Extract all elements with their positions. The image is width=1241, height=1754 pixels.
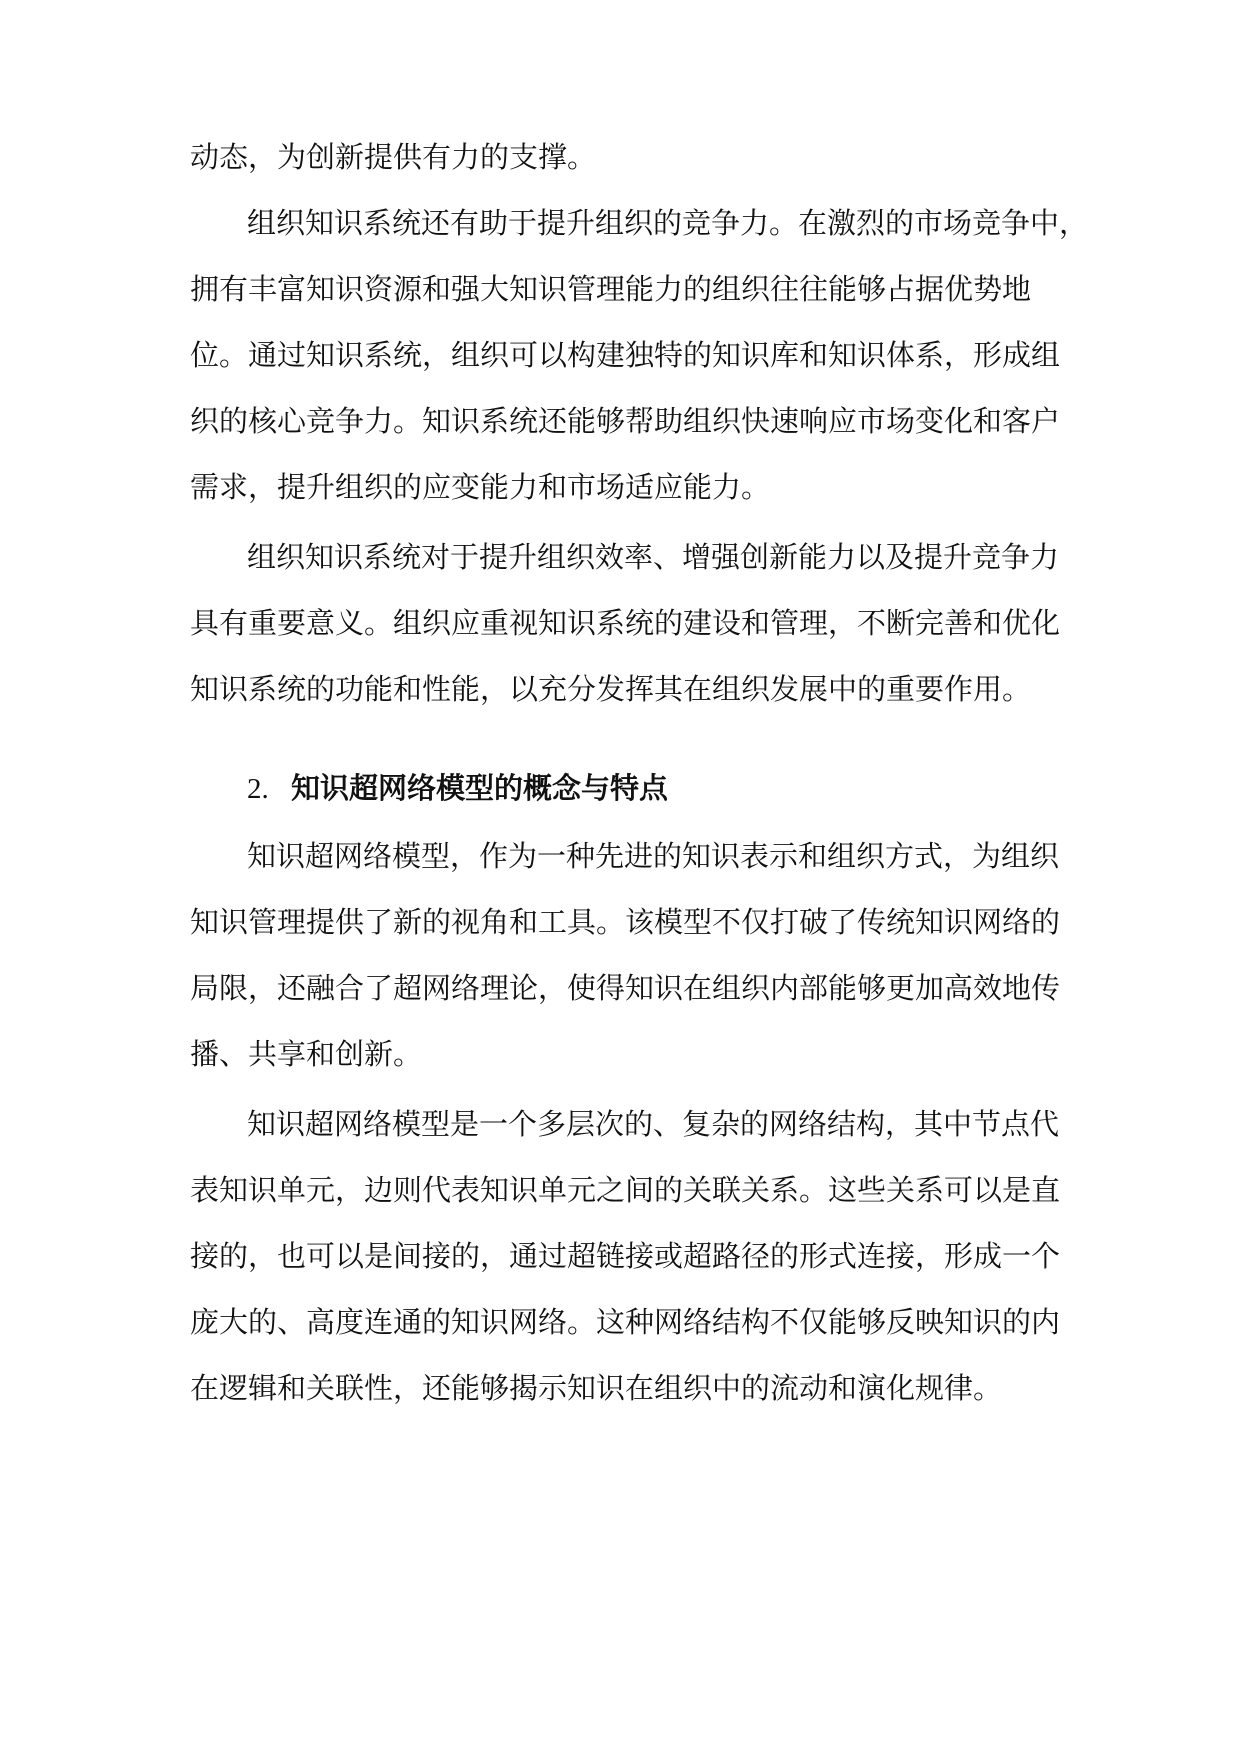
paragraph-line: 组织知识系统对于提升组织效率、增强创新能力以及提升竞争力 (247, 540, 1060, 574)
paragraph-line: 表知识单元，边则代表知识单元之间的关联关系。这些关系可以是直 (190, 1173, 1061, 1207)
section-number: 2. (247, 773, 269, 805)
section-heading (247, 768, 668, 808)
paragraph-line: 织的核心竞争力。知识系统还能够帮助组织快速响应市场变化和客户 (190, 404, 1061, 438)
section-title: 知识超网络模型的概念与特点 (291, 771, 669, 805)
paragraph-line: 位。通过知识系统，组织可以构建独特的知识库和知识体系，形成组 (190, 338, 1061, 372)
paragraph-line: 在逻辑和关联性，还能够揭示知识在组织中的流动和演化规律。 (190, 1371, 1003, 1405)
paragraph-line: 播、共享和创新。 (190, 1037, 423, 1071)
paragraph-line: 具有重要意义。组织应重视知识系统的建设和管理，不断完善和优化 (190, 606, 1061, 640)
paragraph-line: 组织知识系统还有助于提升组织的竞争力。在激烈的市场竞争中， (247, 206, 1089, 240)
paragraph-line: 拥有丰富知识资源和强大知识管理能力的组织往往能够占据优势地 (190, 272, 1032, 306)
paragraph-line: 知识超网络模型，作为一种先进的知识表示和组织方式，为组织 (247, 839, 1060, 873)
paragraph-line: 接的，也可以是间接的，通过超链接或超路径的形式连接，形成一个 (190, 1239, 1061, 1273)
paragraph-line: 局限，还融合了超网络理论，使得知识在组织内部能够更加高效地传 (190, 971, 1061, 1005)
paragraph-line: 知识管理提供了新的视角和工具。该模型不仅打破了传统知识网络的 (190, 905, 1061, 939)
paragraph-line: 庞大的、高度连通的知识网络。这种网络结构不仅能够反映知识的内 (190, 1305, 1061, 1339)
paragraph-line: 动态，为创新提供有力的支撑。 (190, 140, 597, 174)
paragraph-line: 知识超网络模型是一个多层次的、复杂的网络结构，其中节点代 (247, 1107, 1060, 1141)
paragraph-line: 需求，提升组织的应变能力和市场适应能力。 (190, 470, 771, 504)
paragraph-line: 知识系统的功能和性能，以充分发挥其在组织发展中的重要作用。 (190, 672, 1032, 706)
